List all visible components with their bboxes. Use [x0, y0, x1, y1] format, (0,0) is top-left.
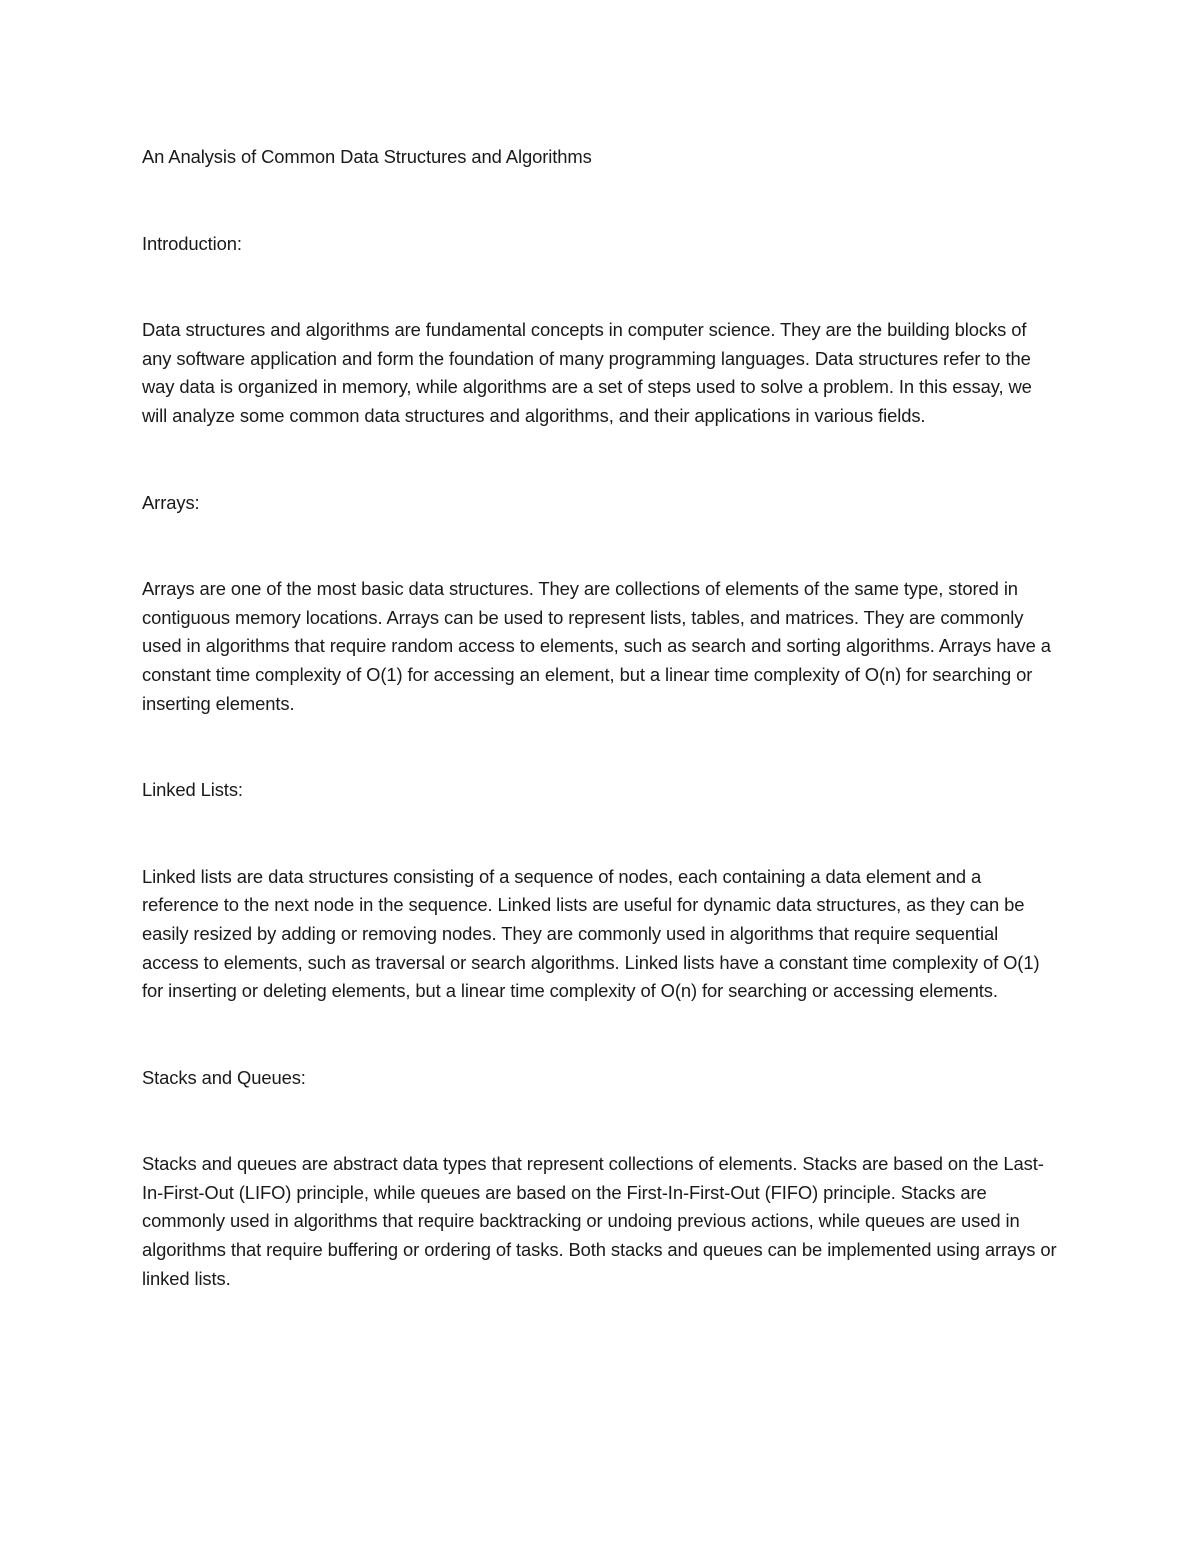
section-body-introduction: Data structures and algorithms are fundamental concepts in computer science. They are the building blocks of any software application and form the foundation of many programming languages. Data structures refer to the way data is organized in memory, while algorithms are a set of steps used to solve a problem. In this essay, we will analyze some common data structures and algorithms, and their applications in various fields. — [142, 319, 1032, 426]
document-body — [142, 143, 1058, 1351]
document-title: An Analysis of Common Data Structures and Algorithms — [142, 146, 592, 167]
section-body-linked-lists: Linked lists are data structures consisting of a sequence of nodes, each containing a data element and a reference to the next node in the sequence. Linked lists are useful for dynamic data structures, as they can be easily resized by adding or removing nodes. They are commonly used in algorithms that require sequential access to elements, such as traversal or search algorithms. Linked lists have a constant time complexity of O(1) for inserting or deleting elements, but a linear time complexity of O(n) for searching or accessing elements. — [142, 865, 1040, 1002]
section-body-stacks-queues: Stacks and queues are abstract data types that represent collections of elements. Stacks are based on the Last-In-First-Out (LIFO) principle, while queues are based on the First-In-First-Out (FIFO) principle. Stacks are commonly used in algorithms that require backtracking or undoing previous actions, while queues are used in algorithms that require buffering or ordering of tasks. Both stacks and queues can be implemented using arrays or linked lists. — [142, 1153, 1057, 1289]
section-heading-arrays: Arrays: — [142, 491, 200, 513]
section-heading-stacks-queues: Stacks and Queues: — [142, 1066, 306, 1088]
section-heading-introduction: Introduction: — [142, 232, 242, 254]
section-body-arrays: Arrays are one of the most basic data structures. They are collections of elements of the same type, stored in contiguous memory locations. Arrays can be used to represent lists, tables, and matrices. They are commonly used in algorithms that require random access to elements, such as search and sorting algorithms. Arrays have a constant time complexity of O(1) for accessing an element, but a linear time complexity of O(n) for searching or inserting elements. — [142, 578, 1051, 714]
section-heading-linked-lists: Linked Lists: — [142, 779, 243, 801]
